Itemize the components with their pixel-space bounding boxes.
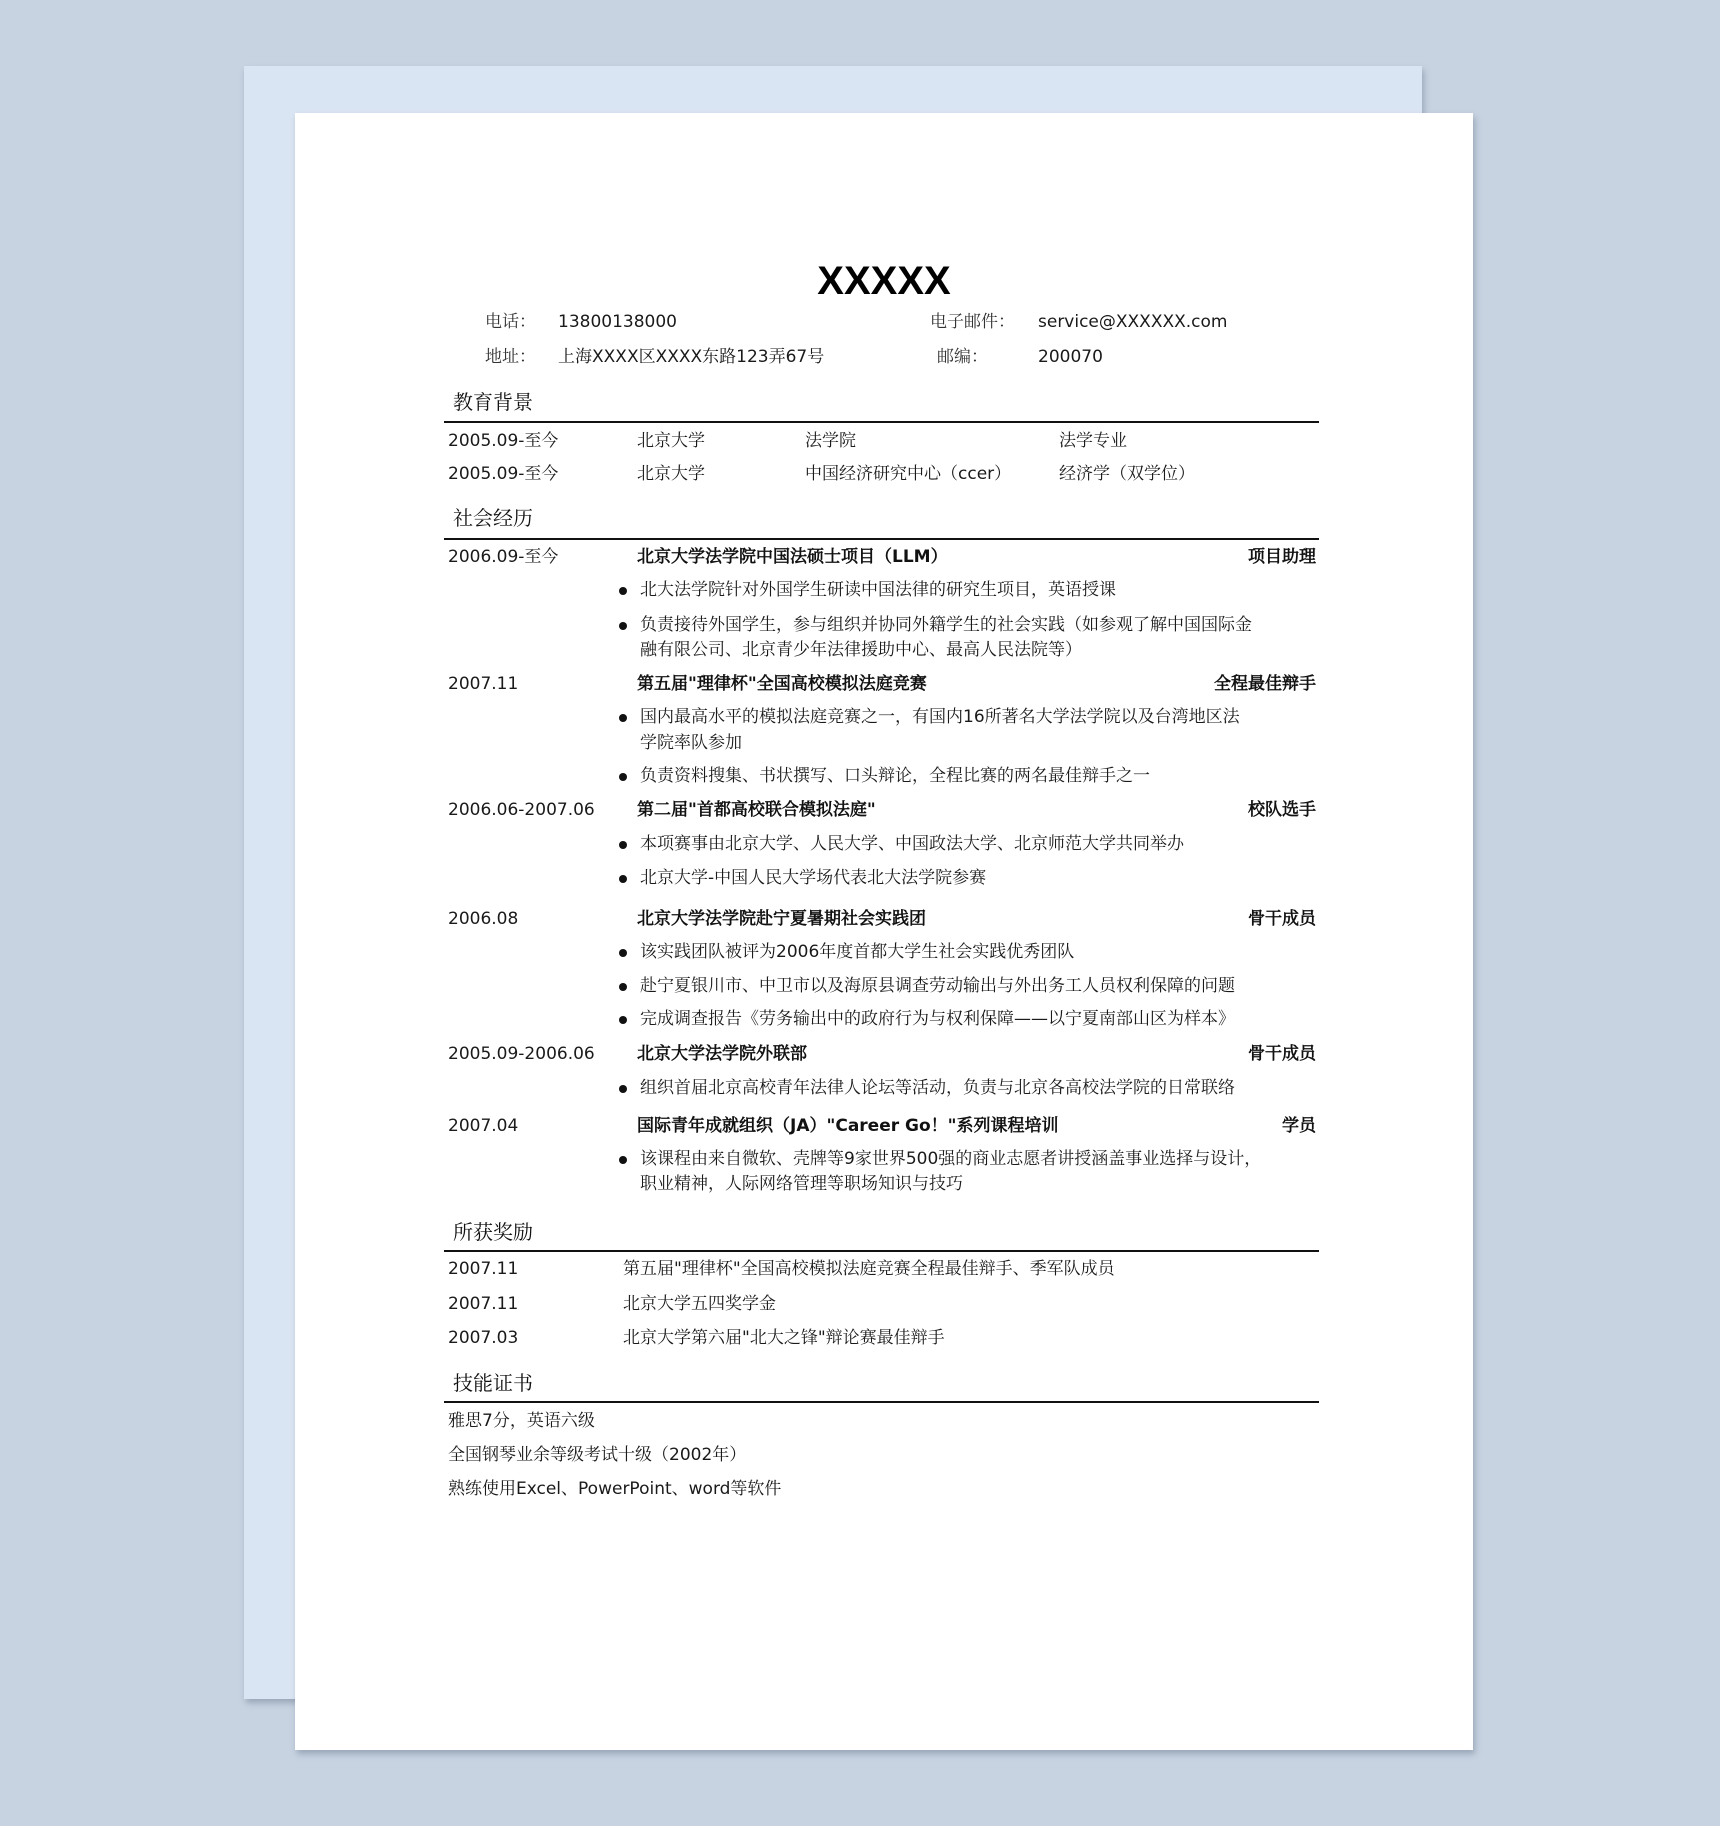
section-heading-skills: 技能证书 xyxy=(453,1371,533,1395)
resume-page xyxy=(295,113,1473,1750)
edu-date: 2005.09-至今 xyxy=(448,431,559,451)
exp-title: 国际青年成就组织（JA）"Career Go！"系列课程培训 xyxy=(637,1116,1059,1136)
exp-date: 2007.11 xyxy=(448,674,519,694)
exp-date: 2006.08 xyxy=(448,909,519,929)
phone-label: 电话： xyxy=(485,312,536,332)
exp-date: 2005.09-2006.06 xyxy=(448,1044,595,1064)
resume-name: XXXXX xyxy=(817,259,951,303)
exp-bullet-text-cont: 融有限公司、北京青少年法律援助中心、最高人民法院等） xyxy=(640,640,1082,660)
exp-title: 北京大学法学院外联部 xyxy=(637,1044,807,1064)
section-divider xyxy=(444,1401,1319,1403)
bullet-icon xyxy=(619,841,627,849)
exp-bullet-text: 本项赛事由北京大学、人民大学、中国政法大学、北京师范大学共同举办 xyxy=(640,834,1184,854)
bullet-icon xyxy=(619,1156,627,1164)
exp-bullet-text: 组织首届北京高校青年法律人论坛等活动，负责与北京各高校法学院的日常联络 xyxy=(640,1078,1235,1098)
edu-date: 2005.09-至今 xyxy=(448,464,559,484)
skill-line: 熟练使用Excel、PowerPoint、word等软件 xyxy=(448,1479,782,1499)
edu-school: 北京大学 xyxy=(637,431,705,451)
exp-bullet-text: 国内最高水平的模拟法庭竞赛之一，有国内16所著名大学法学院以及台湾地区法 xyxy=(640,707,1240,727)
exp-role: 校队选手 xyxy=(1248,800,1316,820)
section-heading-education: 教育背景 xyxy=(453,390,533,414)
exp-role: 项目助理 xyxy=(1248,547,1316,567)
bullet-icon xyxy=(619,587,627,595)
exp-date: 2006.06-2007.06 xyxy=(448,800,595,820)
edu-dept: 法学院 xyxy=(805,431,856,451)
award-text: 北京大学第六届"北大之锋"辩论赛最佳辩手 xyxy=(623,1328,945,1348)
bullet-icon xyxy=(619,714,627,722)
exp-role: 学员 xyxy=(1282,1116,1316,1136)
address-value: 上海XXXX区XXXX东路123弄67号 xyxy=(558,347,825,367)
exp-bullet-text: 负责接待外国学生，参与组织并协同外籍学生的社会实践（如参观了解中国国际金 xyxy=(640,615,1252,635)
award-text: 第五届"理律杯"全国高校模拟法庭竞赛全程最佳辩手、季军队成员 xyxy=(623,1259,1115,1279)
exp-role: 骨干成员 xyxy=(1248,909,1316,929)
exp-bullet-text: 完成调查报告《劳务输出中的政府行为与权利保障——以宁夏南部山区为样本》 xyxy=(640,1009,1235,1029)
award-date: 2007.11 xyxy=(448,1259,519,1279)
postcode-value: 200070 xyxy=(1038,347,1103,367)
bullet-icon xyxy=(619,622,627,630)
exp-title: 北京大学法学院中国法硕士项目（LLM） xyxy=(637,547,948,567)
bullet-icon xyxy=(619,1085,627,1093)
exp-date: 2006.09-至今 xyxy=(448,547,559,567)
exp-title: 北京大学法学院赴宁夏暑期社会实践团 xyxy=(637,909,926,929)
bullet-icon xyxy=(619,983,627,991)
email-value: service@XXXXXX.com xyxy=(1038,312,1228,332)
edu-dept: 中国经济研究中心（ccer） xyxy=(805,464,1012,484)
email-label: 电子邮件： xyxy=(930,312,1015,332)
edu-major: 经济学（双学位） xyxy=(1059,464,1195,484)
exp-bullet-text-cont: 职业精神，人际网络管理等职场知识与技巧 xyxy=(640,1174,963,1194)
award-date: 2007.03 xyxy=(448,1328,519,1348)
exp-bullet-text: 该实践团队被评为2006年度首都大学生社会实践优秀团队 xyxy=(640,942,1075,962)
exp-date: 2007.04 xyxy=(448,1116,519,1136)
exp-title: 第二届"首都高校联合模拟法庭" xyxy=(637,800,876,820)
bullet-icon xyxy=(619,1016,627,1024)
section-heading-experience: 社会经历 xyxy=(453,506,533,530)
postcode-label: 邮编： xyxy=(937,347,988,367)
bullet-icon xyxy=(619,875,627,883)
skill-line: 全国钢琴业余等级考试十级（2002年） xyxy=(448,1445,747,1465)
phone-value: 13800138000 xyxy=(558,312,677,332)
exp-title: 第五届"理律杯"全国高校模拟法庭竞赛 xyxy=(637,674,927,694)
exp-bullet-text: 北京大学-中国人民大学场代表北大法学院参赛 xyxy=(640,868,987,888)
exp-bullet-text: 该课程由来自微软、壳牌等9家世界500强的商业志愿者讲授涵盖事业选择与设计， xyxy=(640,1149,1262,1169)
bullet-icon xyxy=(619,773,627,781)
skill-line: 雅思7分，英语六级 xyxy=(448,1411,595,1431)
address-label: 地址： xyxy=(485,347,536,367)
exp-bullet-text: 赴宁夏银川市、中卫市以及海原县调查劳动输出与外出务工人员权利保障的问题 xyxy=(640,976,1235,996)
section-heading-awards: 所获奖励 xyxy=(453,1220,533,1244)
section-divider xyxy=(444,421,1319,423)
edu-school: 北京大学 xyxy=(637,464,705,484)
section-divider xyxy=(444,1250,1319,1252)
edu-major: 法学专业 xyxy=(1059,431,1127,451)
exp-bullet-text-cont: 学院率队参加 xyxy=(640,733,742,753)
exp-role: 全程最佳辩手 xyxy=(1214,674,1316,694)
award-date: 2007.11 xyxy=(448,1294,519,1314)
exp-role: 骨干成员 xyxy=(1248,1044,1316,1064)
bullet-icon xyxy=(619,949,627,957)
exp-bullet-text: 负责资料搜集、书状撰写、口头辩论，全程比赛的两名最佳辩手之一 xyxy=(640,766,1150,786)
award-text: 北京大学五四奖学金 xyxy=(623,1294,776,1314)
exp-bullet-text: 北大法学院针对外国学生研读中国法律的研究生项目，英语授课 xyxy=(640,580,1116,600)
section-divider xyxy=(444,538,1319,540)
